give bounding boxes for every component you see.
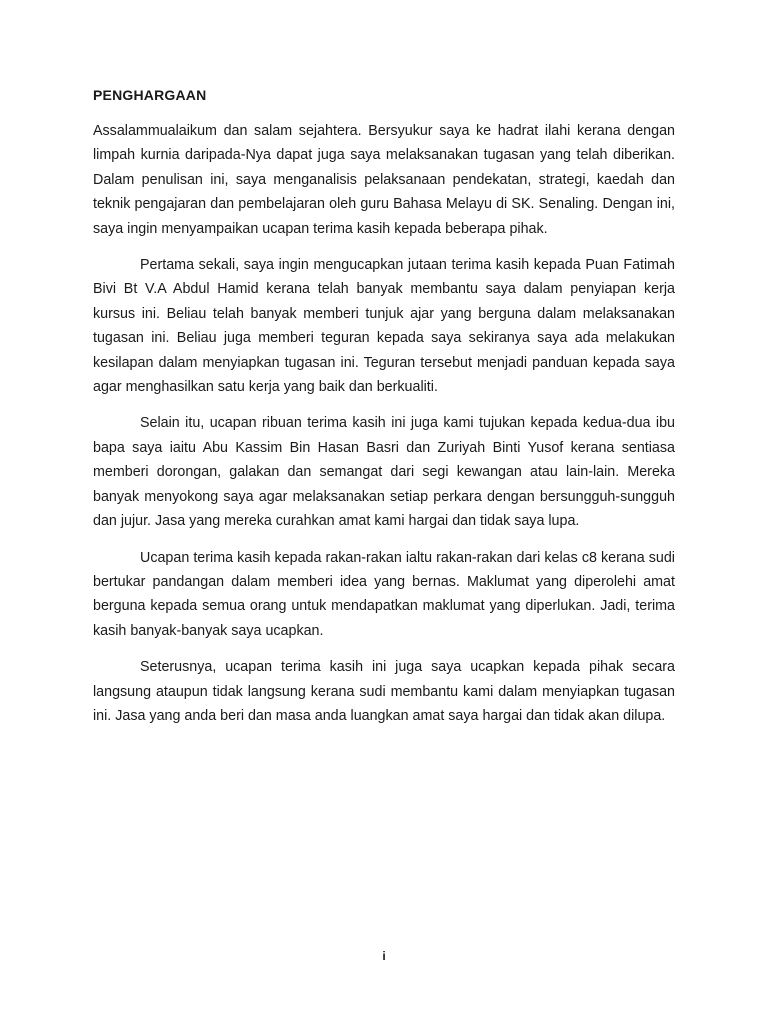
paragraph-closing: Seterusnya, ucapan terima kasih ini juga saya ucapkan kepada pihak secara langsung ataupun tidak langsung kerana sudi membantu kami dalam menyiapkan tugasan ini. Jasa yang anda beri dan masa anda luangkan amat saya hargai dan tidak akan dilupa. [93,659,675,724]
paragraph-intro: Assalammualaikum dan salam sejahtera. Bersyukur saya ke hadrat ilahi kerana dengan limpah kurnia daripada-Nya dapat juga saya melaksanakan tugasan yang telah diberikan. Dalam penulisan ini, saya menganalisis pelaksanaan pendekatan, strategi, kaedah dan teknik pengajaran dan pembelajaran oleh guru Bahasa Melayu di SK. Senaling. Dengan ini, saya ingin menyampaikan ucapan terima kasih kepada beberapa pihak. [93,123,675,237]
paragraph-friends: Ucapan terima kasih kepada rakan-rakan ialtu rakan-rakan dari kelas c8 kerana sudi bertukar pandangan dalam memberi idea yang bernas. Maklumat yang diperolehi amat berguna kepada semua orang untuk mendapatkan maklumat yang diperlukan. Jadi, terima kasih banyak-banyak saya ucapkan. [93,549,675,639]
page-title: PENGHARGAAN [93,87,207,103]
paragraph-supervisor: Pertama sekali, saya ingin mengucapkan jutaan terima kasih kepada Puan Fatimah Bivi Bt V.A Abdul Hamid kerana telah banyak membantu saya dalam penyiapan kerja kursus ini. Beliau telah banyak memberi tunjuk ajar yang berguna dalam melaksanakan tugasan ini. Beliau juga memberi teguran kepada saya sekiranya saya ada melakukan kesilapan dalam menyiapkan tugasan ini. Teguran tersebut menjadi panduan kepada saya agar menghasilkan satu kerja yang baik dan berkualiti. [93,257,675,396]
page-number: i [382,949,386,963]
page-content [93,86,675,740]
paragraph-parents: Selain itu, ucapan ribuan terima kasih ini juga kami tujukan kepada kedua-dua ibu bapa saya iaitu Abu Kassim Bin Hasan Basri dan Zuriyah Binti Yusof kerana sentiasa memberi dorongan, galakan dan semangat dari segi kewangan atau lain-lain. Mereka banyak menyokong saya agar melaksanakan setiap perkara dengan bersungguh-sungguh dan jujur. Jasa yang mereka curahkan amat kami hargai dan tidak saya lupa. [93,415,675,530]
